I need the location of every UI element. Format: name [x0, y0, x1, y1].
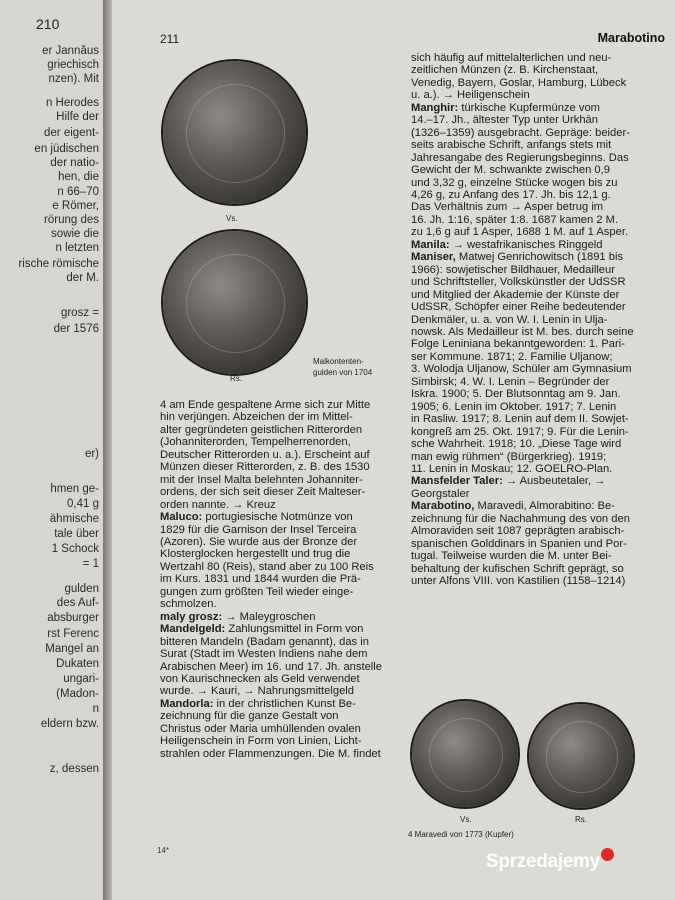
left-page-fragment: nzen). Mit: [48, 73, 99, 85]
text-line: [411, 488, 655, 500]
line-text: Gewicht der M. schwankte zwischen 0,9: [411, 164, 610, 177]
left-page-fragment: n 66–70: [57, 186, 99, 198]
text-line: [411, 314, 655, 326]
line-text: 1829 für die Garnison der Insel Terceira: [160, 523, 357, 536]
line-text: strahlen oder Flammenzungen. Die M. findet: [160, 747, 381, 760]
text-line: [160, 661, 392, 673]
text-line: [411, 563, 655, 575]
line-text: zu 1,6 g auf 1 Asper, 1688 1 M. auf 1 Asper.: [411, 226, 629, 239]
left-page-fragment: gulden: [64, 583, 99, 595]
text-line: [411, 139, 655, 151]
text-line: [411, 388, 655, 400]
line-text: Deutscher Ritterorden u. a.). Erscheint auf: [160, 448, 370, 461]
entry-headword: Mansfelder Taler:: [411, 475, 503, 488]
text-line: [411, 451, 655, 463]
line-text: Matwej Genrichowitsch (1891 bis: [455, 251, 624, 264]
line-text: spanischen Golddinars in Spanien und Por-: [411, 537, 627, 550]
line-text: Zahlungsmittel in Form von: [225, 623, 364, 636]
left-page-fragment: Dukaten: [56, 658, 99, 670]
text-line: [411, 513, 655, 525]
line-text: alter gegründeten geistlichen Ritterorden: [160, 423, 363, 436]
left-page-fragment: rische römische: [18, 258, 99, 270]
text-line: [411, 189, 655, 201]
line-text: man ewig rühmen“ (Bürgerkrieg). 1919;: [411, 450, 607, 463]
entry-headword: Mandelgeld:: [160, 623, 226, 636]
left-page-fragment: z, dessen: [49, 763, 99, 775]
text-line: [411, 177, 655, 189]
figure-caption-line-2: gulden von 1704: [313, 368, 373, 377]
text-line: [160, 673, 392, 685]
text-line: [411, 326, 655, 338]
line-text: Georgstaler: [411, 487, 470, 500]
coin-reverse-image: [163, 231, 306, 374]
text-line: [411, 89, 655, 101]
line-text: portugiesische Notmünze von: [202, 511, 353, 524]
line-text: 1966): sowjetischer Bildhauer, Medailleur: [411, 263, 615, 276]
line-text: tugal. Teilweise wurden die M. unter Bei-: [411, 550, 612, 563]
text-line: [160, 735, 392, 747]
text-line: [411, 64, 655, 76]
running-head: Marabotino: [597, 31, 665, 45]
text-line: [411, 438, 655, 450]
line-text: türkische Kupfermünze vom: [458, 101, 601, 114]
line-text: behaltung der kufischen Schrift geprägt, so: [411, 562, 624, 575]
entry-headword: Mandorla:: [160, 697, 214, 710]
text-line: [160, 499, 392, 511]
line-text: im Kurs. 1831 und 1844 wurden die Prä-: [160, 573, 361, 586]
figure-caption-line-1: Malkontenten-: [313, 357, 364, 366]
line-text: wurde. → Kauri, → Nahrungsmittelgeld: [160, 685, 355, 698]
line-text: hin verjüngen. Abzeichen der im Mittel-: [160, 411, 353, 424]
line-text: zeitlichen Münzen (z. B. Kirchenstaat,: [411, 64, 599, 77]
reverse-label: Rs.: [230, 374, 242, 383]
left-page-fragment: er): [84, 448, 99, 460]
line-text: Almoraviden seit 1087 geprägten arabisch-: [411, 525, 625, 538]
book-gutter: [103, 0, 112, 900]
text-line: [411, 276, 655, 288]
line-text: Das Verhältnis zum → Asper betrug im: [411, 201, 604, 214]
maravedi-obverse-label: Vs.: [460, 815, 472, 824]
text-line: [160, 698, 392, 710]
left-page-fragment: n Herodes: [45, 97, 99, 109]
text-line: [160, 636, 392, 648]
text-line: [160, 436, 392, 448]
text-line: [411, 500, 655, 512]
text-line: [160, 449, 392, 461]
left-page-number: 210: [36, 16, 60, 32]
left-page-fragment: rörung des: [44, 214, 99, 226]
line-text: 1905; 6. Lenin im Oktober. 1917; 7. Lenin: [411, 400, 617, 413]
text-line: [160, 548, 392, 560]
text-line: [160, 623, 392, 635]
text-line: [411, 52, 655, 64]
line-text: Arabischen Meer) im 16. und 17. Jh. anstelle: [160, 660, 383, 673]
line-text: zeichnung für die Nachahmung des von den: [411, 512, 630, 525]
line-text: nowsk. Als Medailleur ist M. bes. durch seine: [411, 325, 634, 338]
text-line: [160, 424, 392, 436]
left-page-fragment: n letzten: [55, 242, 99, 254]
text-line: [411, 201, 655, 213]
text-line: [411, 575, 655, 587]
line-text: und Schriftsteller, Volkskünstler der UdSSR: [411, 276, 626, 289]
watermark-logo: [486, 851, 613, 873]
line-text: (Azoren). Sie wurde aus der Bronze der: [160, 535, 358, 548]
text-line: [411, 475, 655, 487]
line-text: Münzen dieser Ritterorden, z. B. des 1530: [160, 461, 370, 474]
page-number: 211: [160, 32, 180, 46]
line-text: unter Alfons VIII. von Kastilien (1158–1214): [411, 575, 626, 588]
line-text: 16. Jh. 1:16, später 1:8. 1687 kamen 2 M.: [411, 213, 619, 226]
text-line: [160, 710, 392, 722]
entry-headword: Maluco:: [160, 511, 203, 524]
text-line: [411, 152, 655, 164]
coin-obverse-image: [163, 61, 306, 204]
signature-mark: 14*: [157, 846, 170, 855]
entry-headword: Marabotino,: [411, 500, 475, 513]
line-text: UdSSR, Schöpfer einer Reihe bedeutender: [411, 301, 626, 314]
line-text: Denkmäler, u. a. von W. I. Lenin in Ulja-: [411, 313, 608, 326]
left-page-fragment: = 1: [82, 558, 99, 570]
text-line: [411, 413, 655, 425]
line-text: sche Wahrheit. 1918; 10. „Diese Tage wird: [411, 438, 622, 451]
line-text: u. a.). → Heiligenschein: [411, 89, 530, 102]
entry-headword: Maniser,: [411, 251, 456, 264]
text-line: [411, 289, 655, 301]
left-page-fragment: n: [92, 703, 99, 715]
line-text: Folge Leniniana bekanntgeworden: 1. Pari-: [411, 338, 625, 351]
maravedi-caption: 4 Maravedi von 1773 (Kupfer): [408, 830, 514, 839]
text-line: [160, 723, 392, 735]
line-text: und Mitglied der Akademie der Künste der: [411, 288, 620, 301]
left-page-fragment: rst Ferenc: [47, 628, 99, 640]
line-text: Jahresangabe des Regierungsbeginns. Das: [411, 151, 629, 164]
left-page-fragment: absburger: [47, 612, 99, 624]
line-text: (1326–1359) ausgebracht. Gepräge: beider-: [411, 126, 630, 139]
text-line: [160, 511, 392, 523]
text-line: [411, 463, 655, 475]
left-page-edge: [0, 0, 103, 900]
line-text: von Kaurischnecken als Geld verwendet: [160, 672, 360, 685]
text-line: [411, 251, 655, 263]
obverse-label: Vs.: [226, 214, 238, 223]
text-line: [160, 411, 392, 423]
entry-headword: Manghir:: [411, 101, 459, 114]
line-text: ser Kommune. 1871; 2. Familie Uljanow;: [411, 350, 613, 363]
text-line: [411, 226, 655, 238]
left-page-fragment: der eigent-: [44, 127, 99, 139]
text-line: [160, 586, 392, 598]
left-page-fragment: der M.: [66, 272, 99, 284]
left-page-fragment: sowie die: [51, 228, 99, 240]
line-text: Christus oder Maria umhüllenden ovalen: [160, 722, 361, 735]
watermark-dot-icon: [601, 848, 614, 861]
line-text: Simbirsk; 4. W. I. Lenin – Begründer der: [411, 375, 610, 388]
line-text: gungen zum größten Teil wieder einge-: [160, 585, 354, 598]
line-text: orden nannte. → Kreuz: [160, 498, 276, 511]
text-line: [411, 363, 655, 375]
left-page-fragment: hmen ge-: [50, 483, 99, 495]
line-text: 14.–17. Jh., ältester Typ unter Urkhān: [411, 114, 598, 127]
line-text: 3. Wolodja Uljanow, Schüler am Gymnasium: [411, 363, 632, 376]
text-line: [160, 748, 392, 760]
text-line: [411, 164, 655, 176]
text-line: [411, 239, 655, 251]
line-text: 4,26 g, zu Anfang des 17. Jh. bis 12,1 g.: [411, 188, 611, 201]
line-text: 4 am Ende gespaltene Arme sich zur Mitte: [160, 399, 371, 411]
left-page-fragment: ungari-: [63, 673, 99, 685]
left-page-fragment: 1 Schock: [51, 543, 99, 555]
line-text: schmolzen.: [160, 598, 217, 611]
left-page-fragment: Hilfe der: [56, 111, 99, 123]
text-line: [160, 399, 392, 411]
line-text: → westafrikanisches Ringgeld: [449, 238, 603, 251]
line-text: mit der Insel Malta belehnten Johanniter-: [160, 473, 363, 486]
text-line: [160, 524, 392, 536]
text-line: [160, 461, 392, 473]
line-text: bitteren Mandeln (Badam genannt), das in: [160, 635, 369, 648]
text-line: [411, 401, 655, 413]
maravedi-reverse-label: Rs.: [575, 815, 587, 824]
coin-maravedi-reverse-image: [529, 704, 633, 808]
text-line: [411, 538, 655, 550]
left-page-fragment: e Römer,: [52, 200, 99, 212]
text-line: [411, 102, 655, 114]
text-line: [411, 127, 655, 139]
text-line: [411, 351, 655, 363]
text-line: [160, 598, 392, 610]
text-line: [160, 685, 392, 697]
left-page-fragment: Mangel an: [45, 643, 99, 655]
text-line: [160, 486, 392, 498]
text-line: [160, 648, 392, 660]
line-text: in Rasliw. 1917; 8. Lenin auf dem II. Sowjet-: [411, 413, 629, 426]
line-text: in der christlichen Kunst Be-: [213, 697, 356, 710]
text-line: [160, 474, 392, 486]
text-line: [411, 338, 655, 350]
text-column-left: [160, 399, 392, 760]
text-line: [160, 573, 392, 585]
left-page-fragment: (Madon-: [56, 688, 99, 700]
line-text: Heiligenschein in Form von Linien, Licht-: [160, 735, 362, 748]
text-line: [411, 77, 655, 89]
line-text: Maravedi, Almorabitino: Be-: [474, 500, 615, 513]
line-text: Klosterglocken hergestellt und trug die: [160, 548, 351, 561]
text-line: [160, 536, 392, 548]
text-line: [160, 561, 392, 573]
left-page-fragment: griechisch: [47, 59, 99, 71]
text-line: [411, 301, 655, 313]
text-line: [411, 550, 655, 562]
left-page-fragment: en jüdischen: [34, 143, 99, 155]
text-line: [411, 426, 655, 438]
coin-maravedi-obverse-image: [412, 701, 518, 807]
right-page: [112, 0, 675, 900]
line-text: seits arabische Schrift, anfangs stets mit: [411, 139, 612, 152]
line-text: kongreß am 25. Okt. 1917; 9. Für die Lenin-: [411, 425, 629, 438]
text-line: [411, 525, 655, 537]
left-page-fragment: tale über: [54, 528, 99, 540]
text-line: [160, 611, 392, 623]
line-text: und 3,32 g, einzelne Stücke wogen bis zu: [411, 176, 618, 189]
left-page-fragment: eldern bzw.: [40, 718, 99, 730]
left-page-fragment: hen, die: [58, 171, 99, 183]
entry-headword: maly grosz:: [160, 610, 223, 623]
left-page-fragment: ähmische: [49, 513, 99, 525]
line-text: → Maleygroschen: [222, 610, 316, 623]
text-line: [411, 376, 655, 388]
line-text: → Ausbeutetaler, →: [502, 475, 606, 488]
line-text: Wertzahl 80 (Reis), stand aber zu 100 Reis: [160, 560, 374, 573]
line-text: (Johanniterorden, Tempelherrenorden,: [160, 436, 351, 449]
line-text: Iskra. 1900; 5. Der Blutsonntag am 9. Jan.: [411, 388, 621, 401]
left-page-fragment: des Auf-: [56, 597, 99, 609]
line-text: Venedig, Bayern, Goslar, Hamburg, Lübeck: [411, 76, 627, 89]
entry-headword: Manila:: [411, 238, 450, 251]
text-line: [411, 214, 655, 226]
line-text: 11. Lenin in Moskau; 12. GOELRO-Plan.: [411, 462, 613, 475]
line-text: zeichnung für die ganze Gestalt von: [160, 710, 339, 723]
line-text: ordens, der sich seit dieser Zeit Malteser-: [160, 486, 366, 499]
line-text: sich häufig auf mittelalterlichen und neu-: [411, 52, 612, 64]
text-line: [411, 264, 655, 276]
left-page-fragment: der 1576: [53, 323, 99, 335]
left-page-fragment: er Jannăus: [42, 45, 99, 57]
text-column-right: [411, 52, 655, 587]
watermark-text: Sprzedajemy: [486, 851, 600, 872]
left-page-fragment: 0,41 g: [67, 498, 99, 510]
line-text: Surat (Stadt im Westen Indiens nahe dem: [160, 648, 368, 661]
left-page-fragment: der natio-: [50, 157, 99, 169]
text-line: [411, 114, 655, 126]
left-page-fragment: grosz =: [60, 307, 99, 319]
